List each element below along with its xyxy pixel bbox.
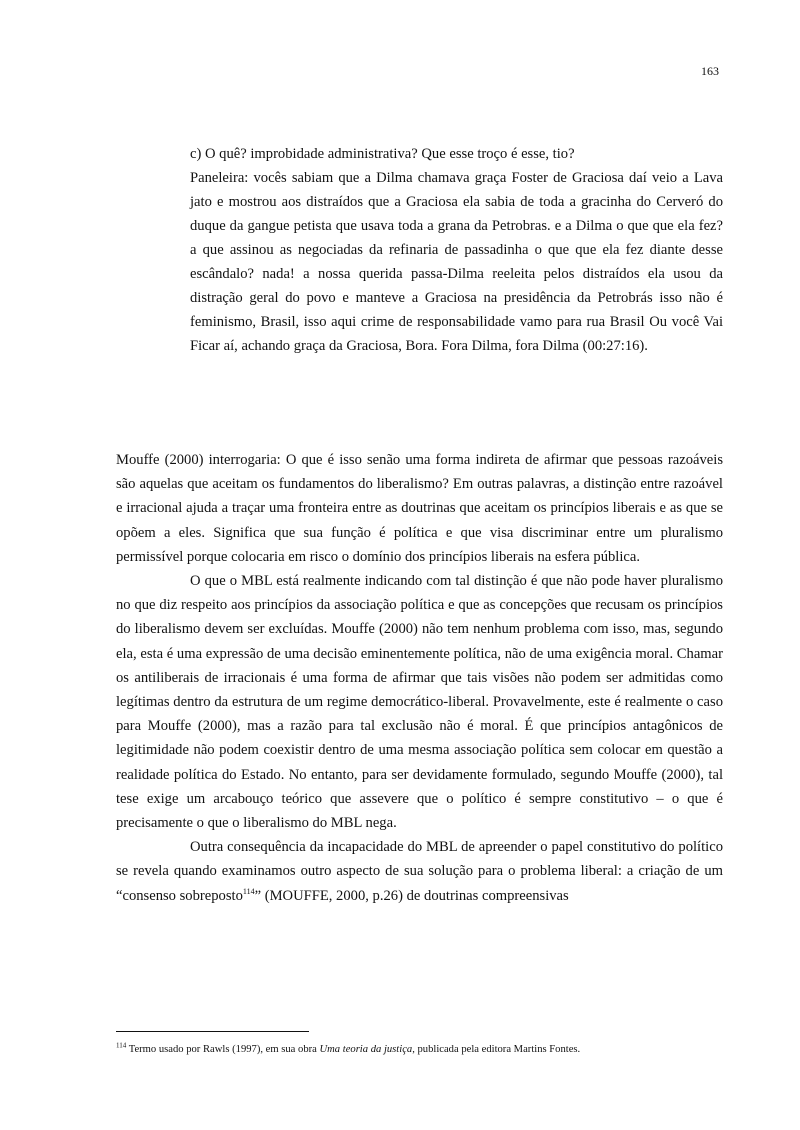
block-quote [190,142,723,358]
body-paragraph-3 [116,835,723,908]
body-paragraph-2: O que o MBL está realmente indicando com tal distinção é que não pode haver pluralismo no que diz respeito aos princípios da associação política e que as concepções que recusam os princípios do liberalismo devem ser excluídas. Mouffe (2000) não tem nenhum problema com isso, mas, segundo ela, esta é uma expressão de uma decisão eminentemente política, não de uma exigência moral. Chamar os antiliberais de irracionais é uma forma de afirmar que tais visões não podem ser admitidas como legítimas dentro da estrutura de um regime democrático-liberal. Provavelmente, este é realmente o caso para Mouffe (2000), mas a razão para tal exclusão não é moral. É que princípios antagônicos de legitimidade não podem coexistir dentro de uma mesma associação política sem colocar em questão a realidade política do Estado. No entanto, para ser devidamente formulado, segundo Mouffe (2000), tal tese exige um arcabouço teórico que assevere que o político é sempre constitutivo – o que é precisamente o que o liberalismo do MBL nega. [116,573,723,832]
paragraph-3-continuation: ” (MOUFFE, 2000, p.26) de doutrinas compreensivas [254,887,569,904]
body-paragraph-1: Mouffe (2000) interrogaria: O que é isso senão uma forma indireta de afirmar que pessoas razoáveis são aquelas que aceitam os fundamentos do liberalismo? Em outras palavras, a distinção entre razoável e irracional ajuda a traçar uma fronteira entre as doutrinas que aceitam os princípios liberais e as que se opõem a eles. Significa que sua função é política e que visa discriminar entre um pluralismo permissível porque colocaria em risco o domínio dos princípios liberais na esfera pública. [116,452,723,565]
footnote-marker: 114 [116,1041,127,1050]
footnote-book-title: Uma teoria da justiça [319,1044,413,1055]
quote-line: c) O quê? improbidade administrativa? Que esse troço é esse, tio? [190,146,575,162]
footnote-text: Termo usado por Rawls (1997), em sua obra [126,1044,320,1055]
paragraph-3-text: Outra consequência da incapacidade do MBL de apreender o papel constitutivo do político se revela quando examinamos outro aspecto de sua solução para o problema liberal: a criação de um “consenso sobreposto [116,839,723,904]
page-number: 163 [701,64,719,78]
footnote [116,1043,723,1057]
footnote-rule [116,1031,309,1032]
quote-paragraph: Paneleira: vocês sabiam que a Dilma chamava graça Foster de Graciosa daí veio a Lava jato e mostrou aos distraídos que a Graciosa ela sabia de toda a gracinha do Cerveró do duque da gangue petista que usava toda a grana da Petrobras. e a Dilma o que que ela fez? a que assinou as negociadas da refinaria de passadinha o que que ela fez diante desse escândalo? nada! a nossa querida passa-Dilma reeleita pelos distraídos ela usou da distração geral do povo e manteve a Graciosa na presidência da Petrobrás isso não é feminismo, Brasil, isso aqui crime de responsabilidade vamo para rua Brasil Ou você Vai Ficar aí, achando graça da Graciosa, Bora. Fora Dilma, fora Dilma (00:27:16). [190,170,723,354]
footnote-text-end: , publicada pela editora Martins Fontes. [412,1044,581,1055]
footnote-reference: 114 [242,886,255,896]
body-text [116,448,723,908]
